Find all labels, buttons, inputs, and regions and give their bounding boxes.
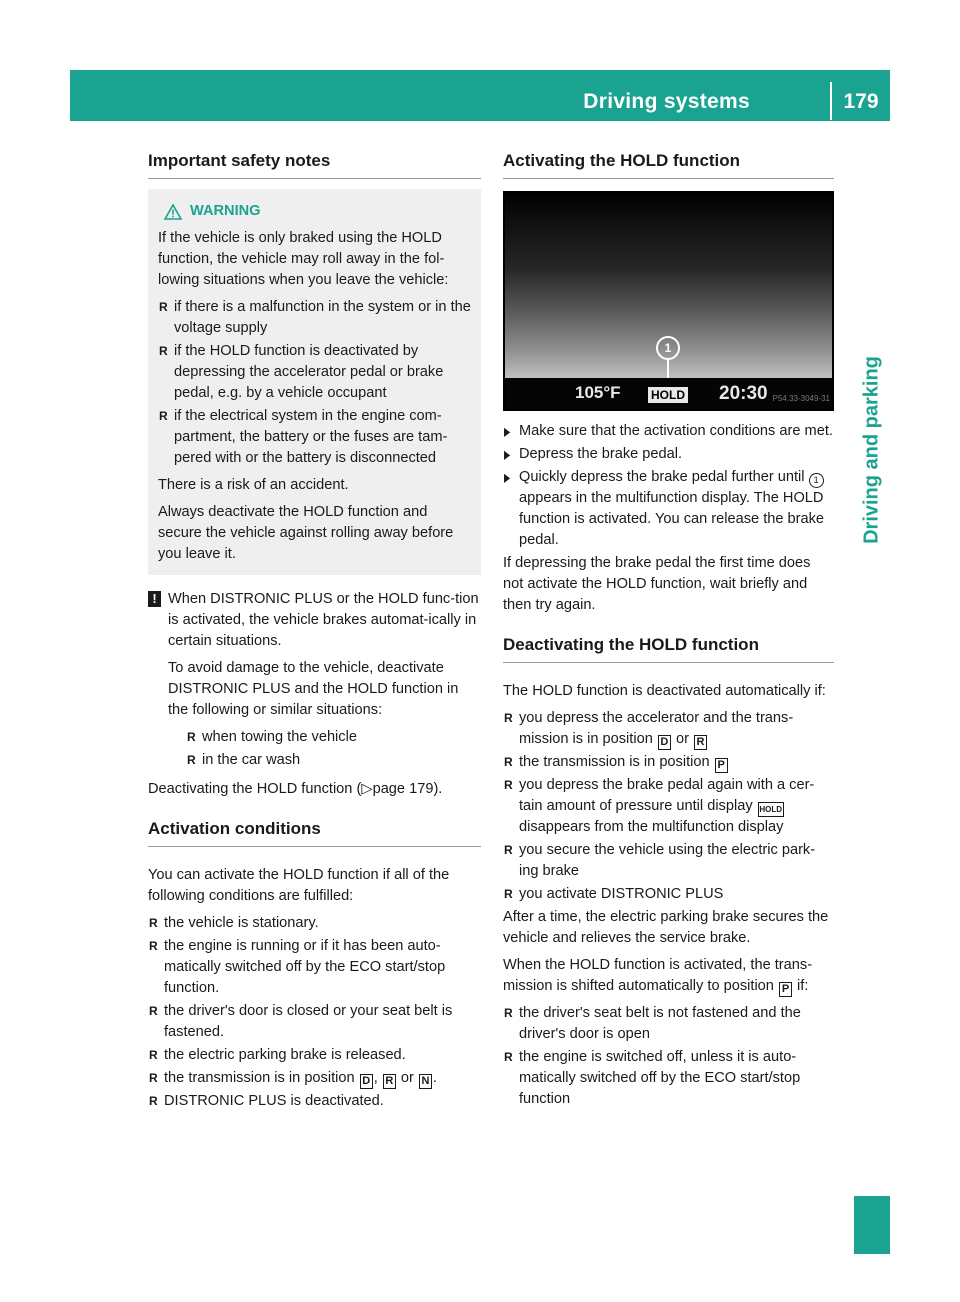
deactivation-list: [503, 708, 834, 905]
warning-intro: If the vehicle is only braked using the HOLD function, the vehicle may roll away in the fol-lowing situations when you leave the vehicle:: [158, 230, 449, 288]
list-item: R the driver's door is closed or your seat belt is fastened.: [148, 1001, 481, 1043]
list-item: R the vehicle is stationary.: [148, 913, 481, 934]
activation-list: [148, 913, 481, 1112]
list-item: R when towing the vehicle: [186, 727, 481, 748]
list-item: R the engine is switched off, unless it is auto-matically switched off by the ECO start/stop function: [503, 1047, 834, 1110]
heading-activating-hold: Activating the HOLD function: [503, 150, 834, 179]
figure-frame: [503, 191, 834, 411]
figure-reference: P54.33-3049-31: [772, 394, 830, 403]
page-ref-arrow-icon: ▷: [361, 781, 373, 797]
list-item: R if the HOLD function is deactivated by depressing the accelerator pedal or brake pedal, e.g. by a vehicle occupant: [158, 341, 471, 404]
header-bar: [70, 70, 890, 121]
damage-notice: [148, 589, 481, 773]
heading-deactivating-hold: Deactivating the HOLD function: [503, 634, 834, 663]
warning-risk: There is a risk of an accident.: [158, 477, 349, 493]
heading-safety-notes: Important safety notes: [148, 150, 481, 179]
page-link[interactable]: page 179).: [372, 781, 443, 797]
list-item: R the transmission is in position D , R or N .: [148, 1068, 481, 1089]
list-item: R the electric parking brake is released.: [148, 1045, 481, 1066]
deactivation-intro: The HOLD function is deactivated automatically if:: [503, 683, 826, 699]
hold-indicator: HOLD: [648, 387, 688, 403]
hold-display-icon: HOLD: [758, 802, 784, 817]
list-item: R in the car wash: [186, 750, 481, 771]
deactivation-reference: Deactivating the HOLD function (▷page 179).: [148, 781, 443, 797]
exclamation-icon: !: [148, 591, 161, 607]
clock-readout: 20:30: [719, 383, 768, 404]
chapter-tab-label: Driving and parking: [860, 356, 883, 544]
warning-triangle-icon: [164, 204, 182, 220]
callout-1: 1: [656, 336, 680, 360]
activation-note: If depressing the brake pedal the first time does not activate the HOLD function, wait briefly and then try again.: [503, 555, 811, 613]
shift-list: [503, 1003, 834, 1110]
warning-label: WARNING: [190, 203, 261, 219]
gear-p-key: P: [779, 982, 792, 997]
right-column: [503, 150, 834, 1112]
list-item: R you activate DISTRONIC PLUS: [503, 884, 834, 905]
list-item: R the engine is running or if it has been auto-matically switched off by the ECO start/stop function.: [148, 936, 481, 999]
list-item: R you secure the vehicle using the electric park-ing brake: [503, 840, 834, 882]
shift-text: When the HOLD function is activated, the trans-mission is shifted automatically to position P if:: [503, 957, 813, 995]
list-item: R the transmission is in position P: [503, 752, 834, 773]
notice-list: [186, 727, 481, 771]
gear-p-key: P: [715, 758, 728, 773]
gear-r-key: R: [694, 735, 707, 750]
section-title: Driving systems: [583, 90, 750, 113]
after-time-text: After a time, the electric parking brake secures the vehicle and relieves the service brake.: [503, 909, 829, 946]
list-item: R you depress the brake pedal again with a cer-tain amount of pressure until display HOLD disappears from the multifunction display: [503, 775, 834, 838]
list-item: R if the electrical system in the engine com-partment, the battery or the fuses are tam-pered with or the battery is disconnected: [158, 406, 471, 469]
list-item: R you depress the accelerator and the trans-mission is in position D or R: [503, 708, 834, 750]
multifunction-display-figure: [503, 191, 834, 411]
notice-text-2: To avoid damage to the vehicle, deactivate DISTRONIC PLUS and the HOLD function in the following or similar situations:: [168, 660, 459, 718]
gear-d-key: D: [658, 735, 671, 750]
callout-1-ref: 1: [809, 473, 824, 488]
warning-header: [164, 201, 471, 222]
left-column: [148, 150, 481, 1114]
heading-activation-conditions: Activation conditions: [148, 818, 481, 847]
activation-intro: You can activate the HOLD function if all of the following conditions are fulfilled:: [148, 867, 450, 904]
step-item: ▶ Depress the brake pedal.: [503, 444, 834, 465]
notice-text-1: When DISTRONIC PLUS or the HOLD func-tion is activated, the vehicle brakes automat-ically in certain situations.: [168, 591, 479, 649]
list-item: R if there is a malfunction in the system or in the voltage supply: [158, 297, 471, 339]
step-item: ▶ Quickly depress the brake pedal further until 1 appears in the multifunction display. The HOLD function is activated. You can release the brake pedal.: [503, 467, 834, 551]
warning-advice: Always deactivate the HOLD function and secure the vehicle against rolling away before you leave it.: [158, 504, 454, 562]
gear-r-key: R: [383, 1074, 396, 1089]
gear-d-key: D: [360, 1074, 373, 1089]
gear-n-key: N: [419, 1074, 432, 1089]
list-item: R DISTRONIC PLUS is deactivated.: [148, 1091, 481, 1112]
temperature-readout: 105°F: [575, 383, 621, 402]
chapter-tab: [854, 320, 890, 580]
page-number: 179: [843, 90, 879, 113]
warning-box: [148, 189, 481, 575]
chapter-tab-marker: [854, 1196, 890, 1254]
warning-list: [158, 297, 471, 469]
step-item: ▶ Make sure that the activation conditions are met.: [503, 421, 834, 442]
activation-steps: [503, 421, 834, 551]
list-item: R the driver's seat belt is not fastened and the driver's door is open: [503, 1003, 834, 1045]
